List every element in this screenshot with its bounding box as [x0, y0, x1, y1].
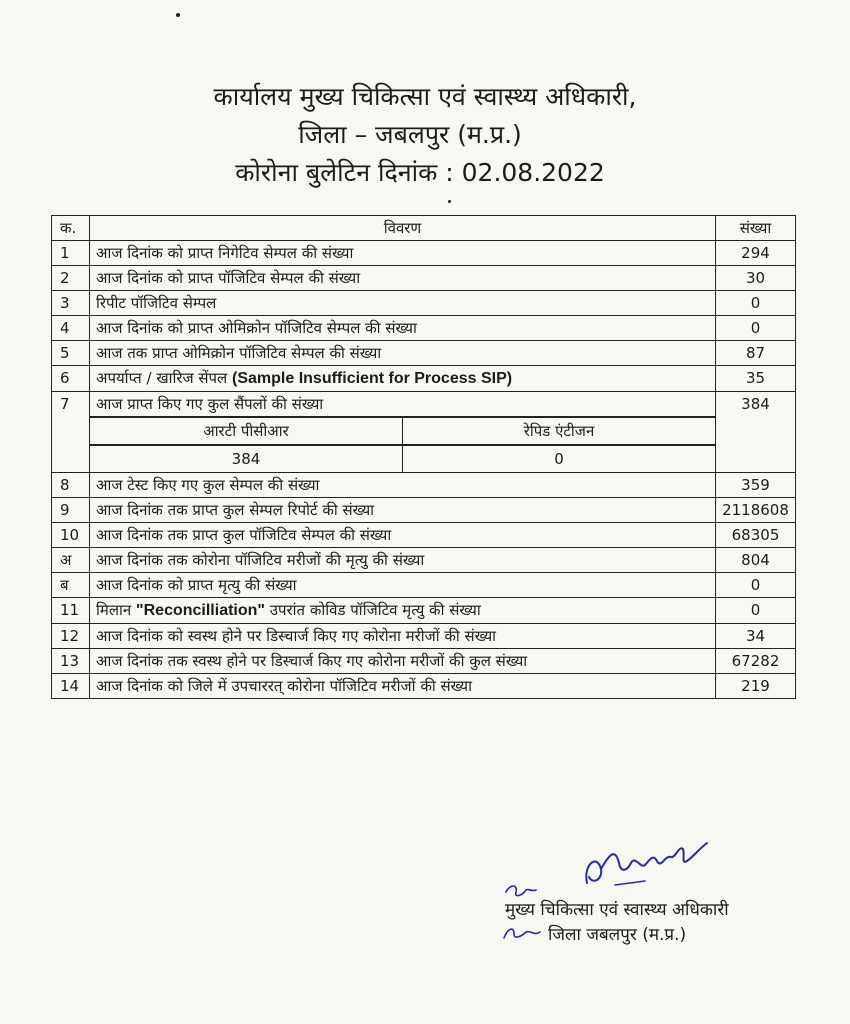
table-row [52, 649, 796, 674]
row-desc: आज दिनांक को जिले में उपचाररत् कोरोना पॉजिटिव मरीजों की संख्या [90, 674, 716, 699]
table-row [52, 498, 796, 523]
row-value: 35 [716, 366, 796, 392]
row-sn: 6 [52, 366, 90, 392]
table-row [52, 241, 796, 266]
row-sn: 1 [52, 241, 90, 266]
table-row [52, 473, 796, 498]
row-desc: अपर्याप्त / खारिज सेंपल [96, 369, 228, 387]
row-desc: आज दिनांक को प्राप्त पॉजिटिव सेम्पल की संख्या [90, 266, 716, 291]
row-desc: आज दिनांक तक कोरोना पॉजिटिव मरीजों की मृत्यु की संख्या [90, 548, 716, 573]
table-row [52, 523, 796, 548]
row-sn: 5 [52, 341, 90, 366]
row-value: 87 [716, 341, 796, 366]
row-desc-mixed [90, 598, 716, 624]
row-value: 0 [716, 316, 796, 341]
signature-scrawl-icon [575, 835, 715, 895]
row-value: 2118608 [716, 498, 796, 523]
row-desc-english: (Sample Insufficient for Process SIP) [232, 370, 513, 387]
row-desc-mixed [90, 366, 716, 392]
sub-table-values [90, 445, 716, 473]
row-desc: आज दिनांक को प्राप्त निगेटिव सेम्पल की संख्या [90, 241, 716, 266]
table-row [52, 316, 796, 341]
row-desc: आज टेस्ट किए गए कुल सेम्पल की संख्या [90, 473, 716, 498]
row-value: 68305 [716, 523, 796, 548]
table-row [52, 598, 796, 624]
row-desc: आज तक प्राप्त ओमिक्रोन पॉजिटिव सेम्पल की संख्या [90, 341, 716, 366]
row-sn: 10 [52, 523, 90, 548]
row-value: 30 [716, 266, 796, 291]
row-sn: 4 [52, 316, 90, 341]
table-row [52, 291, 796, 316]
table-subheader-row [52, 417, 796, 445]
row-desc: आज दिनांक को प्राप्त ओमिक्रोन पॉजिटिव सेम्पल की संख्या [90, 316, 716, 341]
row-desc-prefix: मिलान [96, 601, 132, 619]
row-desc: उपरांत कोविड पॉजिटिव मृत्यु की संख्या [269, 601, 481, 619]
row-desc-english: "Reconcilliation" [136, 602, 265, 619]
row-value: 0 [716, 291, 796, 316]
bulletin-date-title: कोरोना बुलेटिन दिनांक : 02.08.2022 [235, 158, 605, 187]
col-header-sn: क. [52, 216, 90, 241]
document-header [0, 78, 850, 192]
table-row [52, 548, 796, 573]
row-sn: 9 [52, 498, 90, 523]
row-value: 0 [716, 573, 796, 598]
signature-block [505, 898, 729, 948]
table-row [52, 341, 796, 366]
scan-speck [448, 200, 451, 203]
row-desc: रिपीट पॉजिटिव सेम्पल [90, 291, 716, 316]
district-title: जिला – जबलपुर (म.प्र.) [298, 120, 522, 149]
table-row [52, 366, 796, 392]
row-value: 804 [716, 548, 796, 573]
row-value: 359 [716, 473, 796, 498]
row-desc: आज दिनांक को स्वस्थ होने पर डिस्चार्ज किए गए कोरोना मरीजों की संख्या [90, 624, 716, 649]
scan-speck [176, 13, 180, 17]
row-sn: 8 [52, 473, 90, 498]
row-value: 219 [716, 674, 796, 699]
table-row [52, 674, 796, 699]
row-sn: 7 [52, 392, 90, 473]
office-title: कार्यालय मुख्य चिकित्सा एवं स्वास्थ्य अधिकारी, [213, 82, 637, 111]
row-sn: 2 [52, 266, 90, 291]
row-sn: 14 [52, 674, 90, 699]
row-desc: आज दिनांक तक प्राप्त कुल पॉजिटिव सेम्पल की संख्या [90, 523, 716, 548]
rtpcr-label: आरटी पीसीआर [90, 418, 403, 445]
table-subvalue-row [52, 445, 796, 473]
row-value: 294 [716, 241, 796, 266]
row-value: 67282 [716, 649, 796, 674]
row-value: 384 [716, 392, 796, 473]
row-desc: आज दिनांक तक प्राप्त कुल सेम्पल रिपोर्ट की संख्या [90, 498, 716, 523]
table-row [52, 573, 796, 598]
row-desc: आज दिनांक तक स्वस्थ होने पर डिस्चार्ज किए गए कोरोना मरीजों की कुल संख्या [90, 649, 716, 674]
row-desc: आज दिनांक को प्राप्त मृत्यु की संख्या [90, 573, 716, 598]
bulletin-table [51, 215, 796, 699]
col-header-count: संख्या [716, 216, 796, 241]
row-value: 34 [716, 624, 796, 649]
sub-table-labels [90, 417, 716, 445]
row-sn: 13 [52, 649, 90, 674]
row-value: 0 [716, 598, 796, 624]
rtpcr-value: 384 [90, 446, 403, 473]
table-row [52, 266, 796, 291]
table-row [52, 624, 796, 649]
col-header-desc: विवरण [90, 216, 716, 241]
row-sn: 11 [52, 598, 90, 624]
row-sn: ब [52, 573, 90, 598]
rapid-antigen-value: 0 [403, 446, 716, 473]
signatory-designation: मुख्य चिकित्सा एवं स्वास्थ्य अधिकारी [505, 900, 729, 920]
row-sn: अ [52, 548, 90, 573]
rapid-antigen-label: रेपिड एंटीजन [403, 418, 716, 445]
signatory-district: जिला जबलपुर (म.प्र.) [548, 925, 687, 945]
table-header-row [52, 216, 796, 241]
row-desc: आज प्राप्त किए गए कुल सैंपलों की संख्या [90, 392, 716, 417]
row-sn: 12 [52, 624, 90, 649]
row-sn: 3 [52, 291, 90, 316]
table-row [52, 392, 796, 417]
